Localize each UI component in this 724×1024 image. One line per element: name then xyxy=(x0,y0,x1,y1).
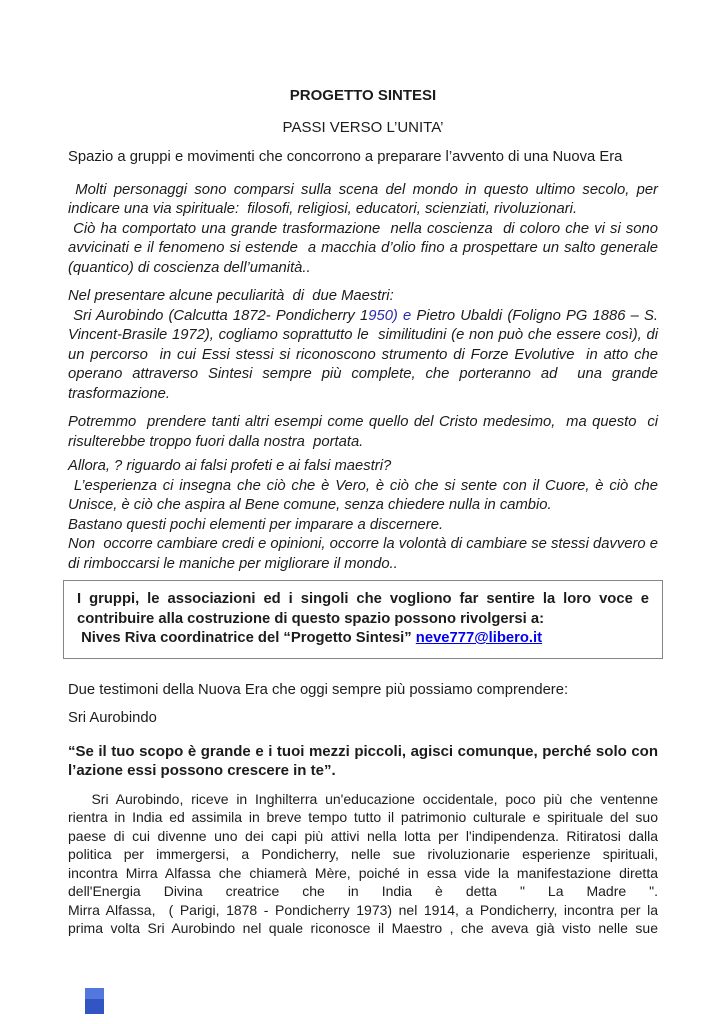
text-line xyxy=(68,919,658,938)
text-span: paese di cui divenne uno dei capi più attivi nella lotta per l'indipendenza. Ritiratosi dalla xyxy=(68,827,658,844)
text-span: I gruppi, le associazioni ed i singoli che vogliono far sentire la loro voce e xyxy=(77,591,649,607)
text-span: contribuire alla costruzione di questo spazio possono rivolgersi a: xyxy=(77,610,545,627)
intro-line: Spazio a gruppi e movimenti che concorrono a preparare l’avvento di una Nuova Era xyxy=(68,149,623,165)
text-span: indicare una via spirituale: filosofi, religiosi, educatori, scienziati, rivoluzionari. xyxy=(68,201,578,217)
text-line xyxy=(68,555,658,575)
text-line xyxy=(68,181,658,201)
text-span: politica per immergersi, a Pondicherry, nelle sue rivoluzionarie esperienze spirituali, xyxy=(68,846,658,862)
text-line xyxy=(68,790,658,809)
text-span: operano attraverso Sintesi sempre più complete, che porteranno ad una grande xyxy=(68,366,658,382)
text-line xyxy=(77,629,649,649)
text-span: Molti personaggi sono comparsi sulla scena del mondo in questo ultimo secolo, per xyxy=(68,181,658,198)
aurobindo-quote xyxy=(68,742,658,781)
text-span: prima volta Sri Aurobindo nel quale riconosce il Maestro , che aveva già visto nelle sue xyxy=(68,920,658,936)
text-span: Ciò ha comportato una grande trasformazione nella coscienza di coloro che vi si sono xyxy=(68,220,658,237)
text-span: (quantico) di coscienza dell’umanità.. xyxy=(68,259,311,276)
text-line xyxy=(68,882,658,901)
text-line xyxy=(77,610,649,630)
text-line xyxy=(68,742,658,762)
paragraph-molti-personaggi xyxy=(68,181,658,279)
text-line xyxy=(68,326,658,346)
text-span: Mirra Alfassa, ( Parigi, 1878 - Pondicherry 1973) nel 1914, a Pondicherry, incontra per la xyxy=(68,901,658,918)
text-line xyxy=(68,496,658,516)
text-line xyxy=(68,413,658,433)
text-line xyxy=(68,307,658,327)
text-span: rientra in India ed assimila in breve tempo tutto il patrimonio culturale e spirituale del suo xyxy=(68,809,658,825)
paragraph-aurobindo-bio xyxy=(68,790,658,938)
text-span: Unisce, è ciò che aspira al Bene comune, senza chiedere nulla in cambio. xyxy=(68,497,552,513)
text-span: Potremmo prendere tanti altri esempi come quello del Cristo medesimo, ma questo ci xyxy=(68,414,658,430)
paragraph-due-maestri xyxy=(68,287,658,404)
text-span: Pietro Ubaldi (Foligno PG 1886 – S. xyxy=(411,307,658,324)
text-line xyxy=(68,200,658,220)
text-span: Allora, ? riguardo ai falsi profeti e ai falsi maestri? xyxy=(68,458,392,474)
text-span: L’esperienza ci insegna che ciò che è Vero, è ciò che si sente con il Cuore, è ciò che xyxy=(68,477,658,494)
text-span: incontra Mirra Alfassa che chiamerà Mère, poiché in essa vide la manifestazione diretta xyxy=(68,864,658,881)
text-line xyxy=(68,346,658,366)
text-span: dell'Energia Divina creatrice che in India è detta " La Madre ". xyxy=(68,883,658,899)
text-line xyxy=(77,590,649,610)
text-line xyxy=(68,808,658,827)
text-line xyxy=(68,761,658,781)
contact-callout-box xyxy=(63,580,663,659)
text-line xyxy=(68,845,658,864)
text-line xyxy=(68,259,658,279)
text-span: avvicinati e il fenomeno si estende a macchia d’olio fino a prospettare un salto generale xyxy=(68,240,658,256)
text-line xyxy=(68,864,658,883)
paragraph-due-testimoni: Due testimoni della Nuova Era che oggi sempre più possiamo comprendere: xyxy=(68,681,569,698)
text-line xyxy=(68,287,658,307)
text-line xyxy=(68,433,658,453)
author-name: Sri Aurobindo xyxy=(68,710,157,726)
page-corner-logo xyxy=(85,988,104,1014)
text-line xyxy=(68,220,658,240)
text-span: Nives Riva coordinatrice del “Progetto Sintesi” xyxy=(77,630,416,646)
text-line xyxy=(68,385,658,405)
text-span: l’azione essi possono crescere in te”. xyxy=(68,762,336,779)
email-link[interactable]: neve777@libero.it xyxy=(415,630,543,646)
text-span: Nel presentare alcune peculiarità di due Maestri: xyxy=(68,288,394,304)
document-subtitle: PASSI VERSO L’UNITA’ xyxy=(282,118,444,136)
text-line xyxy=(68,457,658,477)
text-span: trasformazione. xyxy=(68,385,170,402)
text-span: Sri Aurobindo, riceve in Inghilterra un'educazione occidentale, poco più che ventenne xyxy=(68,790,659,807)
text-line xyxy=(68,239,658,259)
text-span: un percorso in cui Essi stessi si riconoscono strumento di Forze Evolutive in atto che xyxy=(68,346,658,363)
text-line xyxy=(68,901,658,920)
text-line xyxy=(68,365,658,385)
text-span: risulterebbe troppo fuori dalla nostra portata. xyxy=(68,433,364,450)
text-span: Bastano questi pochi elementi per imparare a discernere. xyxy=(68,516,444,533)
paragraph-potremmo xyxy=(68,413,658,452)
text-span: Vincent-Brasile 1972), cogliamo soprattutto le similitudini (e non può che essere così), di xyxy=(68,327,658,343)
text-span: Non occorre cambiare credi e opinioni, occorre la volontà di cambiare se stessi davvero e xyxy=(68,536,658,552)
text-line xyxy=(68,535,658,555)
text-line xyxy=(68,477,658,497)
document-title: PROGETTO SINTESI xyxy=(289,87,437,104)
paragraph-falsi-profeti xyxy=(68,457,658,574)
text-span: Sri Aurobindo (Calcutta 1872- Pondicherry 1 xyxy=(68,307,369,324)
text-span: di rimboccarsi le maniche per migliorare il mondo.. xyxy=(68,555,398,572)
text-line xyxy=(68,827,658,846)
year-highlight: 950) e xyxy=(368,307,412,324)
text-line xyxy=(68,516,658,536)
text-span: “Se il tuo scopo è grande e i tuoi mezzi piccoli, agisci comunque, perché solo con xyxy=(68,742,658,760)
